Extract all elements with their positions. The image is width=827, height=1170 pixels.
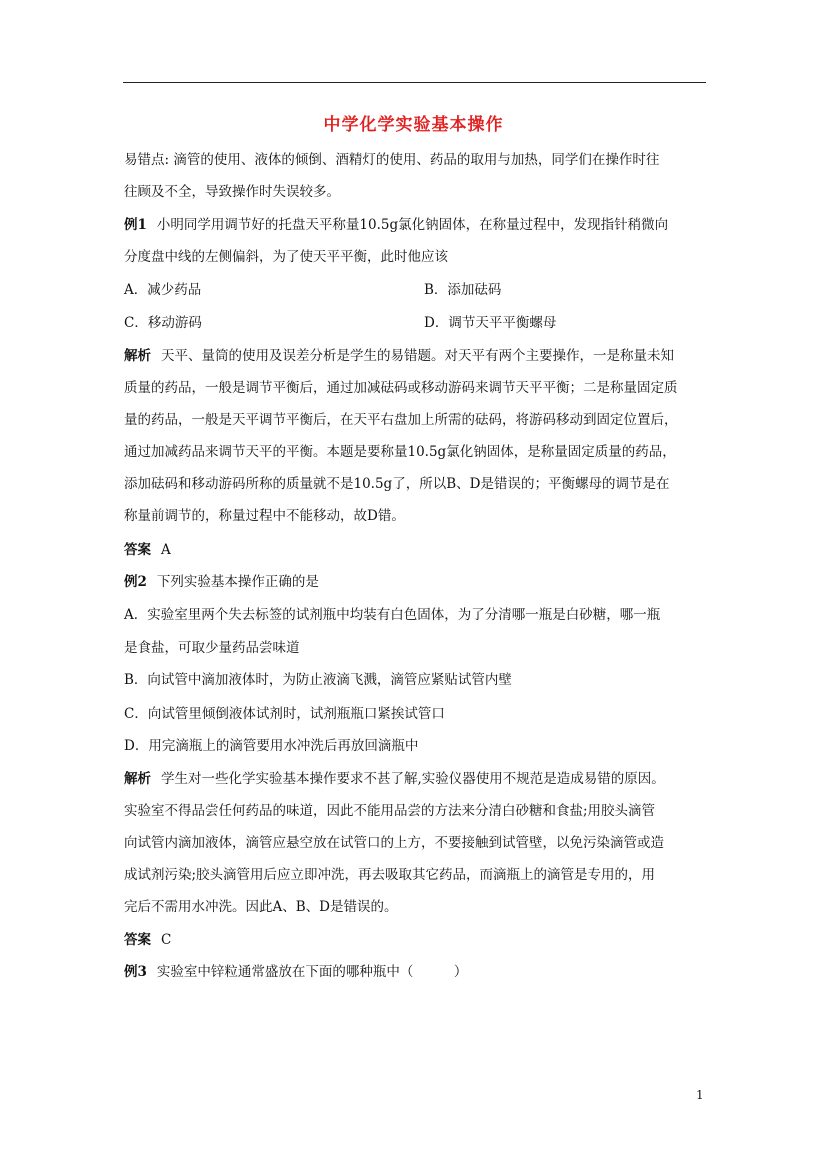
example-1-label: 例1 [124, 217, 147, 233]
example-1-analysis-line-6: 称量前调节的，称量过程中不能移动，故D错。 [124, 508, 405, 524]
example-2-analysis-line-5: 完后不需用水冲洗。因此A、B、D是错误的。 [124, 899, 398, 915]
example-1-question-line-1 [124, 215, 668, 235]
example-1-option-d: D．调节天平平衡螺母 [424, 315, 557, 331]
example-1-answer [124, 540, 171, 560]
example-3-label: 例3 [124, 964, 147, 980]
example-2-option-a-line-1: A．实验室里两个失去标签的试剂瓶中均装有白色固体，为了分清哪一瓶是白砂糖，哪一瓶 [124, 607, 661, 623]
example-1-analysis-text: 天平、量筒的使用及误差分析是学生的易错题。对天平有两个主要操作，一是称量未知 [161, 348, 674, 364]
example-2-option-c: C．向试管里倾倒液体试剂时，试剂瓶瓶口紧挨试管口 [124, 706, 445, 722]
example-3-question-text: 实验室中锌粒通常盛放在下面的哪种瓶中（ ） [156, 964, 468, 980]
example-2-option-d: D．用完滴瓶上的滴管要用水冲洗后再放回滴瓶中 [124, 738, 419, 754]
example-2-question [124, 572, 319, 592]
intro-line-1: 易错点: 滴管的使用、液体的倾倒、酒精灯的使用、药品的取用与加热，同学们在操作时往 [124, 152, 660, 168]
example-1-analysis-line-1 [124, 346, 674, 366]
example-2-analysis-text: 学生对一些化学实验基本操作要求不甚了解,实验仪器使用不规范是造成易错的原因。 [161, 771, 665, 787]
example-1-analysis-line-5: 添加砝码和移动游码所称的质量就不是10.5g了，所以B、D是错误的；平衡螺母的调节是在 [124, 476, 670, 492]
example-1-question-text: 小明同学用调节好的托盘天平称量10.5g氯化钠固体，在称量过程中，发现指针稍微向 [156, 217, 669, 233]
example-1-analysis-line-4: 通过加减药品来调节天平的平衡。本题是要称量10.5g氯化钠固体，是称量固定质量的药品， [124, 444, 676, 460]
example-2-analysis-line-4: 成试剂污染;胶头滴管用后应立即冲洗，再去吸取其它药品，而滴瓶上的滴管是专用的，用 [124, 867, 656, 883]
page-title: 中学化学实验基本操作 [323, 115, 504, 135]
example-1-analysis-line-3: 量的药品，一般是天平调节平衡后，在天平右盘加上所需的砝码，将游码移动到固定位置后， [124, 412, 678, 428]
example-2-analysis-line-3: 向试管内滴加液体，滴管应悬空放在试管口的上方，不要接触到试管壁，以免污染滴管或造 [124, 835, 664, 851]
example-1-option-a: A．减少药品 [124, 282, 202, 298]
example-1-answer-label: 答案 [124, 542, 151, 558]
example-2-analysis-line-2: 实验室不得品尝任何药品的味道，因此不能用品尝的方法来分清白砂糖和食盐;用胶头滴管 [124, 803, 656, 819]
example-2-question-text: 下列实验基本操作正确的是 [156, 574, 319, 590]
example-1-answer-value: A [161, 542, 171, 558]
page-number: 1 [696, 1088, 704, 1102]
example-2-answer-label: 答案 [124, 932, 151, 948]
example-2-option-b: B．向试管中滴加液体时，为防止液滴飞溅，滴管应紧贴试管内壁 [124, 672, 512, 688]
example-1-analysis-line-2: 质量的药品，一般是调节平衡后，通过加减砝码或移动游码来调节天平平衡；二是称量固定质 [124, 380, 678, 396]
header-rule [123, 82, 706, 83]
example-2-option-a-line-2: 是食盐，可取少量药品尝味道 [124, 640, 300, 656]
example-2-label: 例2 [124, 574, 147, 590]
example-3-question [124, 962, 467, 982]
example-2-answer-value: C [161, 932, 172, 948]
intro-line-2: 往顾及不全，导致操作时失误较多。 [124, 184, 340, 200]
example-2-analysis-label: 解析 [124, 771, 151, 787]
example-1-analysis-label: 解析 [124, 348, 151, 364]
example-1-option-b: B．添加砝码 [424, 282, 502, 298]
example-1-option-c: C．移动游码 [124, 315, 202, 331]
example-2-answer [124, 930, 171, 950]
example-1-question-line-2: 分度盘中线的左侧偏斜，为了使天平平衡，此时他应该 [124, 249, 448, 265]
example-2-analysis-line-1 [124, 769, 665, 789]
